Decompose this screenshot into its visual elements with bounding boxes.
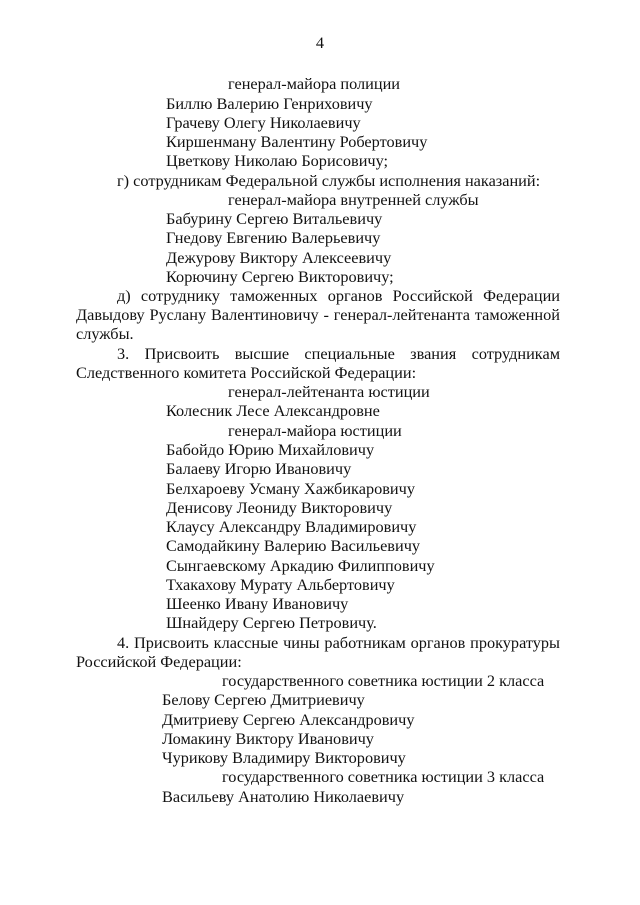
name-line: Бабурину Сергею Витальевичу — [166, 209, 383, 228]
paragraph-line: службы. — [76, 324, 134, 343]
name-line: Бабойдо Юрию Михайловичу — [166, 440, 375, 459]
name-line: Клаусу Александру Владимировичу — [166, 517, 417, 536]
name-line: Дмитриеву Сергею Александровичу — [162, 710, 415, 729]
name-line: Чурикову Владимиру Викторовичу — [162, 748, 406, 767]
section-item-g: г) сотрудникам Федеральной службы исполнения наказаний: — [117, 171, 541, 190]
name-line: Грачеву Олегу Николаевичу — [166, 113, 361, 132]
name-line: Денисову Леониду Викторовичу — [166, 498, 393, 517]
name-line: Корючину Сергею Викторовичу; — [166, 267, 394, 286]
page-number: 4 — [315, 33, 325, 52]
name-line: Самодайкину Валерию Васильевичу — [166, 536, 421, 555]
rank-heading: генерал-майора внутренней службы — [228, 190, 479, 209]
name-line: Сынгаевскому Аркадию Филипповичу — [166, 556, 435, 575]
rank-heading: генерал-майора юстиции — [228, 421, 402, 440]
name-line: Ломакину Виктору Ивановичу — [162, 729, 374, 748]
paragraph-line: Российской Федерации: — [76, 652, 242, 671]
section-item-d: д) сотруднику таможенных органов Российской Федерации — [117, 286, 560, 305]
paragraph-line: Давыдову Руслану Валентиновичу - генерал-лейтенанта таможенной — [76, 305, 560, 324]
name-line: Балаеву Игорю Ивановичу — [166, 459, 352, 478]
name-line: Цветкову Николаю Борисовичу; — [166, 151, 389, 170]
section-4-heading: 4. Присвоить классные чины работникам органов прокуратуры — [117, 633, 560, 652]
name-line: Биллю Валерию Генриховичу — [166, 94, 373, 113]
name-line: Дежурову Виктору Алексеевичу — [166, 248, 392, 267]
section-3-heading: 3. Присвоить высшие специальные звания сотрудникам — [117, 344, 560, 363]
name-line: Белову Сергею Дмитриевичу — [162, 690, 365, 709]
name-line: Васильеву Анатолию Николаевичу — [162, 787, 405, 806]
rank-heading: генерал-майора полиции — [228, 74, 401, 93]
name-line: Белхароеву Усману Хажбикаровичу — [166, 479, 415, 498]
name-line: Гнедову Евгению Валерьевичу — [166, 228, 381, 247]
name-line: Шеенко Ивану Ивановичу — [166, 594, 349, 613]
name-line: Колесник Лесе Александровне — [166, 401, 380, 420]
name-line: Тхакахову Мурату Альбертовичу — [166, 575, 395, 594]
name-line: Киршенману Валентину Робертовичу — [166, 132, 428, 151]
name-line: Шнайдеру Сергею Петровичу. — [166, 613, 377, 632]
rank-heading: генерал-лейтенанта юстиции — [228, 382, 430, 401]
rank-heading: государственного советника юстиции 2 класса — [222, 671, 545, 690]
paragraph-line: Следственного комитета Российской Федерации: — [76, 363, 417, 382]
rank-heading: государственного советника юстиции 3 класса — [222, 767, 545, 786]
